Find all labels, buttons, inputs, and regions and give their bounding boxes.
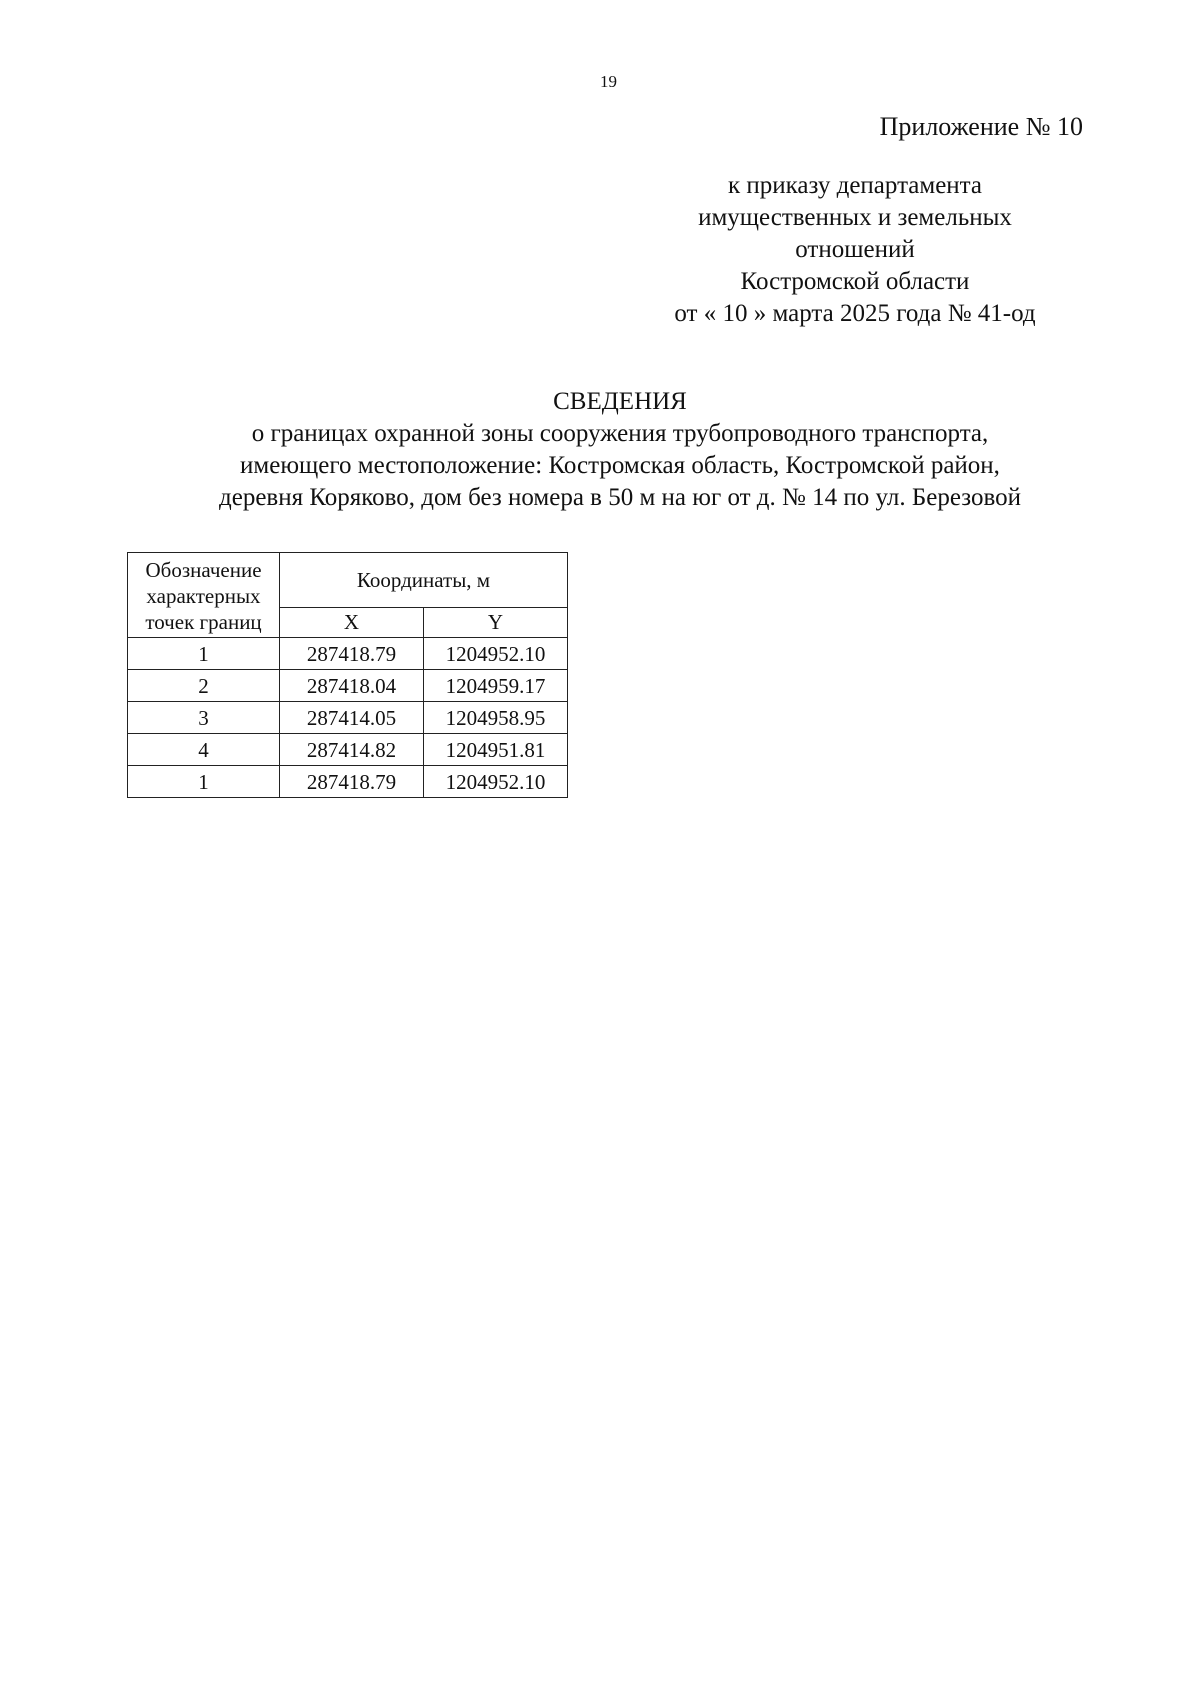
header-point-line: Обозначение — [145, 558, 262, 582]
cell-y: 1204952.10 — [424, 638, 568, 670]
cell-x: 287414.82 — [280, 734, 424, 766]
table-row — [128, 670, 568, 702]
order-reference-line: к приказу департамента — [727, 172, 983, 199]
cell-x: 287414.05 — [280, 702, 424, 734]
order-reference-line: от « 10 » марта 2025 года № 41-од — [674, 300, 1036, 327]
order-reference-line: отношений — [795, 236, 915, 263]
header-point-designation — [128, 553, 280, 638]
document-subtitle-line: о границах охранной зоны сооружения трубопроводного транспорта, — [251, 420, 989, 447]
document-subtitle-line: имеющего местоположение: Костромская область, Костромской район, — [240, 452, 1000, 479]
cell-y: 1204952.10 — [424, 766, 568, 798]
appendix-title: Приложение № 10 — [879, 112, 1083, 141]
cell-x: 287418.79 — [280, 766, 424, 798]
page-number: 19 — [600, 72, 617, 91]
cell-x: 287418.79 — [280, 638, 424, 670]
coordinates-table — [127, 552, 568, 798]
cell-y: 1204951.81 — [424, 734, 568, 766]
cell-point: 4 — [128, 734, 280, 766]
cell-x: 287418.04 — [280, 670, 424, 702]
order-reference-line: имущественных и земельных — [698, 204, 1012, 231]
cell-point: 3 — [128, 702, 280, 734]
cell-point: 1 — [128, 766, 280, 798]
document-title: СВЕДЕНИЯ — [553, 388, 687, 415]
cell-y: 1204959.17 — [424, 670, 568, 702]
document-subtitle-line: деревня Коряково, дом без номера в 50 м на юг от д. № 14 по ул. Березовой — [219, 484, 1021, 511]
header-x: X — [280, 607, 424, 637]
header-coordinates: Координаты, м — [280, 553, 568, 608]
order-reference — [615, 170, 1095, 330]
order-reference-line: Костромской области — [740, 268, 970, 295]
header-point-line: точек границ — [145, 610, 262, 634]
cell-point: 2 — [128, 670, 280, 702]
cell-y: 1204958.95 — [424, 702, 568, 734]
table-row — [128, 734, 568, 766]
header-point-line: характерных — [146, 584, 261, 608]
header-y: Y — [424, 607, 568, 637]
table-row — [128, 766, 568, 798]
cell-point: 1 — [128, 638, 280, 670]
table-row — [128, 702, 568, 734]
document-heading — [100, 386, 1140, 514]
table-row — [128, 638, 568, 670]
